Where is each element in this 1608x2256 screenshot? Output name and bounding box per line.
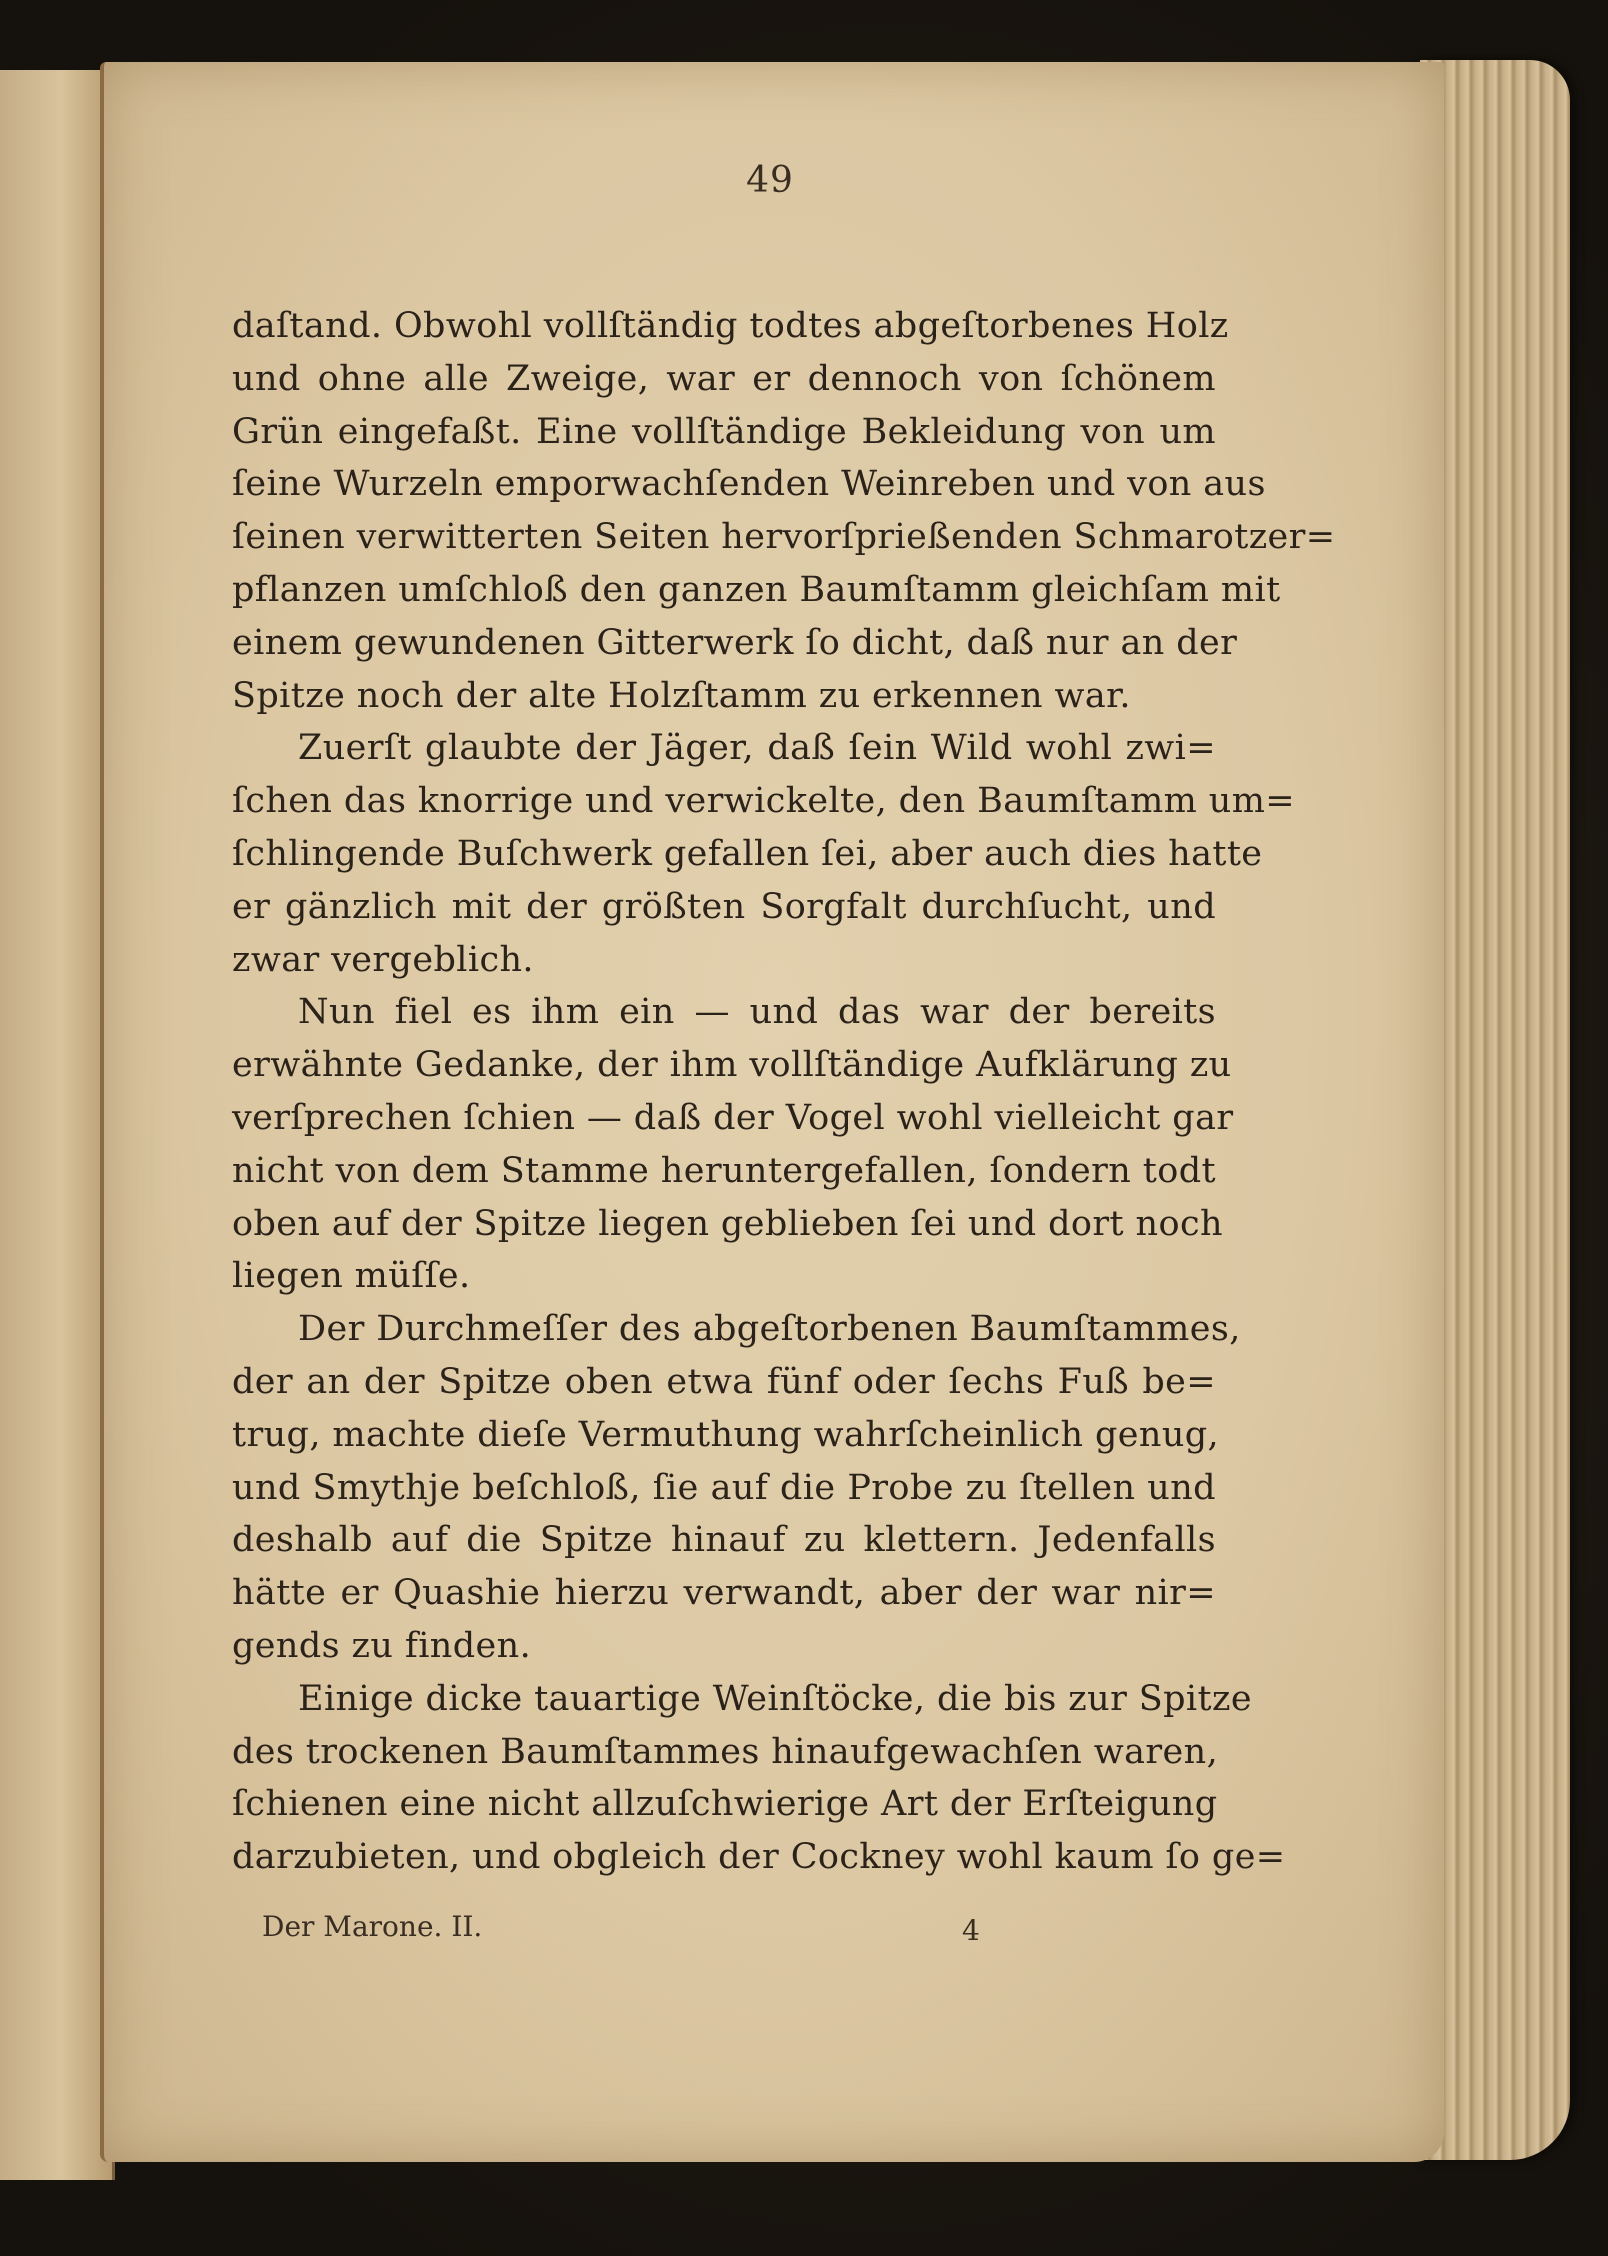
text-line: gends zu finden.: [232, 1625, 532, 1666]
facing-page-edge: [0, 70, 115, 2180]
signature-mark: Der Marone. II.: [262, 1910, 483, 1943]
text-line: zwar vergeblich.: [232, 939, 534, 980]
text-line: einem gewundenen Gitterwerk ſo dicht, daß nur an der: [232, 622, 1238, 663]
text-line: Nun fiel es ihm ein — und das war der bereits: [298, 992, 1216, 1033]
text-line: der an der Spitze oben etwa fünf oder ſechs Fuß be=: [232, 1361, 1216, 1402]
text-line: ſeine Wurzeln emporwachſenden Weinreben und von aus: [232, 464, 1266, 505]
body-text: [232, 300, 1336, 1884]
text-line: Zuerſt glaubte der Jäger, daß ſein Wild wohl zwi=: [298, 728, 1216, 769]
text-line: pflanzen umſchloß den ganzen Baumſtamm gleichſam mit: [232, 569, 1281, 610]
text-line: verſprechen ſchien — daß der Vogel wohl vielleicht gar: [232, 1097, 1234, 1138]
text-line: ſchienen eine nicht allzuſchwierige Art der Erſteigung: [232, 1784, 1218, 1825]
text-line: und ohne alle Zweige, war er dennoch von ſchönem: [232, 358, 1216, 399]
text-line: erwähnte Gedanke, der ihm vollſtändige Aufklärung zu: [232, 1045, 1232, 1086]
text-line: daſtand. Obwohl vollſtändig todtes abgeſtorbenes Holz: [232, 306, 1229, 346]
text-line: er gänzlich mit der größten Sorgfalt durchſucht, und: [232, 886, 1216, 927]
text-line: liegen müſſe.: [232, 1256, 471, 1297]
text-line: Der Durchmeſſer des abgeſtorbenen Baumſtammes,: [298, 1309, 1241, 1350]
text-line: ſeinen verwitterten Seiten hervorſprießenden Schmarotzer=: [232, 517, 1336, 558]
text-line: nicht von dem Stamme heruntergefallen, ſondern todt: [232, 1150, 1216, 1191]
text-line: hätte er Quashie hierzu verwandt, aber der war nir=: [232, 1573, 1216, 1614]
text-line: ſchen das knorrige und verwickelte, den Baumſtamm um=: [232, 781, 1296, 822]
text-line: des trockenen Baumſtammes hinaufgewachſen waren,: [232, 1731, 1219, 1772]
text-line: darzubieten, und obgleich der Cockney wohl kaum ſo ge=: [232, 1837, 1286, 1878]
page-number: 49: [746, 160, 794, 201]
text-line: Grün eingefaßt. Eine vollſtändige Bekleidung von um: [232, 411, 1216, 452]
text-line: deshalb auf die Spitze hinauf zu klettern. Jedenfalls: [232, 1520, 1216, 1561]
text-line: Einige dicke tauartige Weinſtöcke, die bis zur Spitze: [298, 1678, 1252, 1719]
text-line: trug, machte dieſe Vermuthung wahrſcheinlich genug,: [232, 1414, 1220, 1455]
text-line: ſchlingende Buſchwerk gefallen ſei, aber auch dies hatte: [232, 833, 1263, 874]
text-line: und Smythje beſchloß, ſie auf die Probe zu ſtellen und: [232, 1467, 1216, 1508]
sheet-number: 4: [962, 1914, 980, 1947]
text-line: Spitze noch der alte Holzſtamm zu erkennen war.: [232, 675, 1131, 716]
text-line: oben auf der Spitze liegen geblieben ſei und dort noch: [232, 1203, 1223, 1244]
